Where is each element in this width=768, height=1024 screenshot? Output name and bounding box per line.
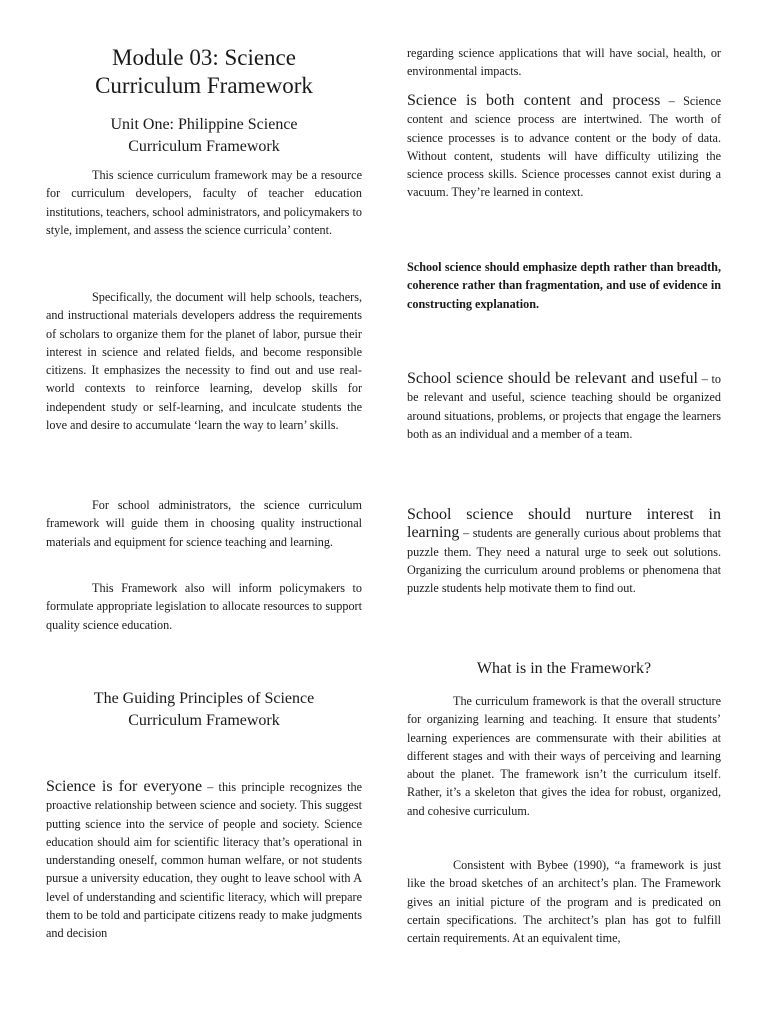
unit-title: Unit One: Philippine Science Curriculum Framework bbox=[110, 116, 298, 155]
relevant-useful-lead: School science should be relevant and useful bbox=[407, 370, 698, 387]
science-for-everyone-lead: Science is for everyone bbox=[46, 778, 203, 795]
module-title: Module 03: Science Curriculum Framework bbox=[95, 45, 313, 98]
nurture-interest-paragraph bbox=[407, 506, 721, 597]
content-and-process-paragraph bbox=[407, 92, 721, 202]
relevant-useful-paragraph bbox=[407, 370, 721, 443]
depth-paragraph: School science should emphasize depth rather than breadth, coherence rather than fragmentation, and use of evidence in constructing explanation. bbox=[407, 260, 721, 311]
science-for-everyone-body: – this principle recognizes the proactive relationship between science and society. This suggest putting science into the service of people and society. Science education should aim for scientific literacy that’s operational in understanding oneself, common human welfare, or not students pursue a university education, they ought to leave school with A level of understanding and scientific literacy, which will prepare them to be told and participate citizens ready to make judgments and decision bbox=[46, 780, 363, 941]
science-for-everyone-paragraph bbox=[46, 778, 362, 943]
bybee-paragraph: Consistent with Bybee (1990), “a framework is just like the broad sketches of an architect’s plan. The Framework gives an initial picture of the program and is predicated on certain specifications. The architect’s plan has got to fulfill certain requirements. At an equivalent time, bbox=[407, 858, 721, 946]
administrators-paragraph: For school administrators, the science curriculum framework will guide them in choosing quality instructional materials and equipment for science teaching and learning. bbox=[46, 498, 362, 549]
framework-title: What is in the Framework? bbox=[476, 660, 652, 677]
policymakers-paragraph: This Framework also will inform policymakers to formulate appropriate legislation to allocate resources to support quality science education. bbox=[46, 581, 362, 632]
nurture-interest-body: – students are generally curious about problems that puzzle them. They need a natural urge to seek out solutions. Organizing the curriculum around problems or phenomena that puzzle students help motivate them to find out. bbox=[407, 526, 721, 596]
content-and-process-lead: Science is both content and process bbox=[407, 92, 661, 109]
relevant-useful-body: – to be relevant and useful, science teaching should be organized around situations, problems, or projects that engage the learners both as an individual and a member of a team. bbox=[407, 372, 721, 441]
content-and-process-body: – Science content and science process are intertwined. The worth of science processes is to advance content or the body of data. Without content, students will have difficulty utilizing the science process skills. Science processes cannot exist during a vacuum. They’re learned in context. bbox=[407, 94, 721, 200]
intro-paragraph: This science curriculum framework may be a resource for curriculum developers, faculty of teacher education institutions, teachers, school administrators, and policymakers to style, implement, and assess the science curricula’ content. bbox=[46, 168, 362, 237]
framework-paragraph: The curriculum framework is that the overall structure for organizing learning and teaching. It ensure that students’ learning experiences are commensurate with their abilities at different stages and with their ways of perceiving and learning about the planet. The framework isn’t the curriculum itself. Rather, it’s a skeleton that gives the idea for robust, organized, and cohesive curriculum. bbox=[407, 694, 721, 818]
guiding-principles-title: The Guiding Principles of Science Curriculum Framework bbox=[93, 690, 315, 729]
continued-paragraph: regarding science applications that will have social, health, or environmental impacts. bbox=[407, 46, 721, 79]
specifically-paragraph: Specifically, the document will help schools, teachers, and instructional materials developers address the requirements of scholars to organize them for the planet of labor, pursue their interest in science and related fields, and become responsible citizens. It emphasizes the necessity to find out and use real-world contexts to reinforce learning, develop skills for independent study or self-learning, and inculcate students the love and desire to accumulate ‘learn the way to learn’ skills. bbox=[46, 290, 362, 433]
nurture-interest-lead: School science should nurture interest in learning bbox=[407, 506, 721, 542]
left-column bbox=[46, 44, 363, 941]
